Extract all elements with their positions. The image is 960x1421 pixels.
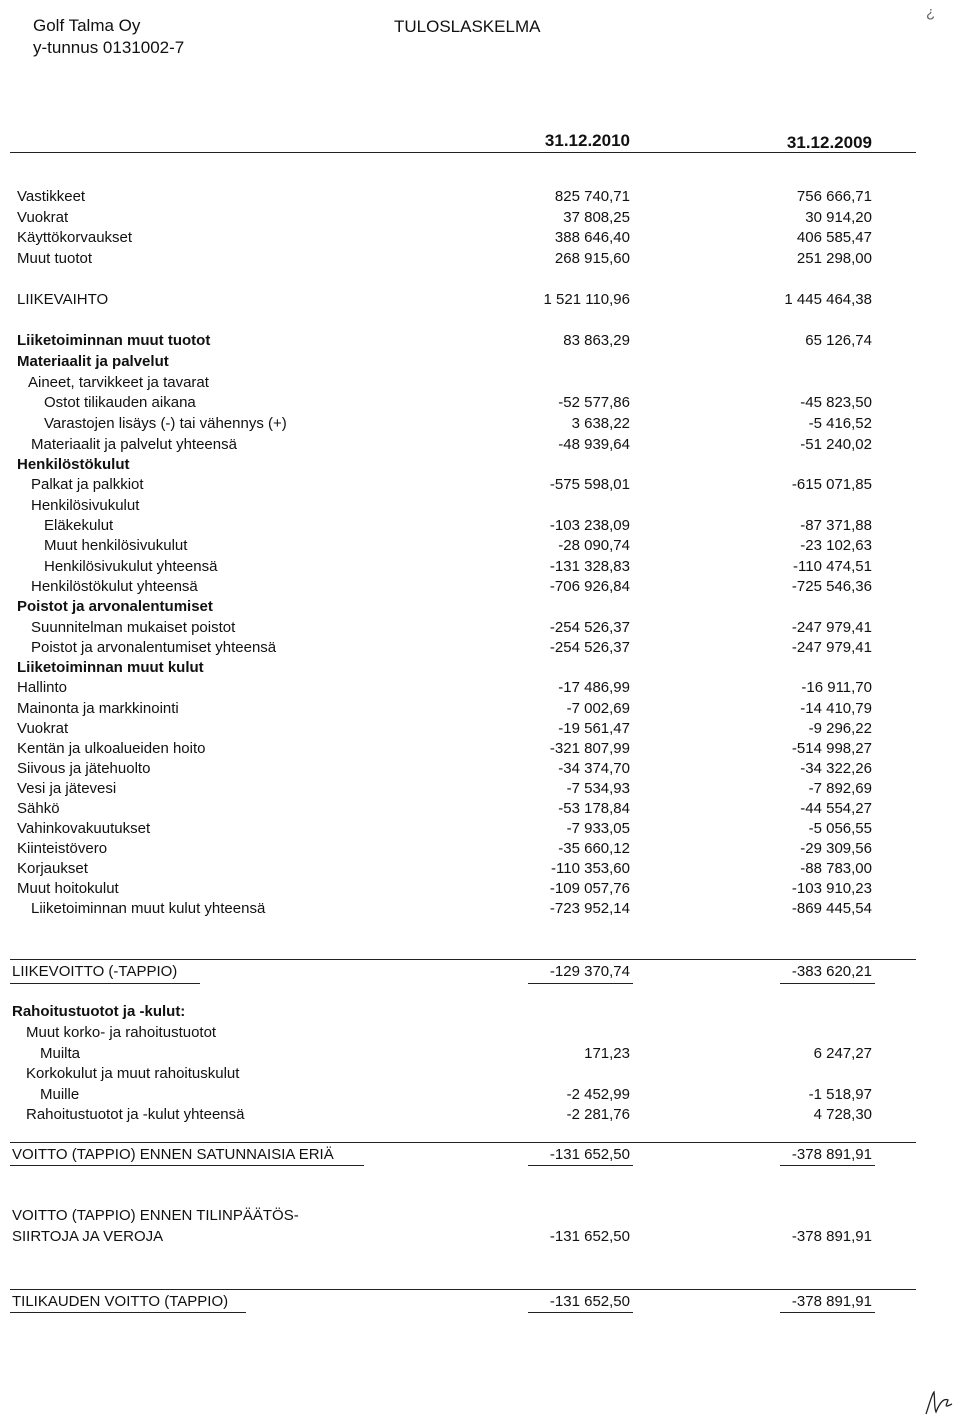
section-heading: Materiaalit ja palvelut: [17, 353, 169, 370]
statement-row: Korkokulut ja muut rahoituskulut: [26, 1065, 240, 1082]
statement-row: Kentän ja ulkoalueiden hoito -321 807,99 -514 998,27: [17, 740, 872, 757]
statement-row: Rahoitustuotot ja -kulut yhteensä -2 281,76 4 728,30: [26, 1106, 872, 1123]
statement-row: Muille -2 452,99 -1 518,97: [40, 1086, 872, 1103]
statement-row: Sähkö -53 178,84 -44 554,27: [17, 800, 872, 817]
statement-row: Ostot tilikauden aikana -52 577,86 -45 823,50: [44, 394, 872, 411]
section-heading: Poistot ja arvonalentumiset: [17, 598, 213, 615]
statement-row: Siivous ja jätehuolto -34 374,70 -34 322,26: [17, 760, 872, 777]
net-result-rule: [10, 1289, 916, 1290]
column-header-2010: 31.12.2010: [544, 131, 630, 150]
statement-row: Muilta 171,23 6 247,27: [40, 1045, 872, 1062]
statement-row: LIIKEVAIHTO 1 521 110,96 1 445 464,38: [17, 291, 872, 308]
statement-row: Kiinteistövero -35 660,12 -29 309,56: [17, 840, 872, 857]
statement-row: Vuokrat 37 808,25 30 914,20: [17, 209, 872, 226]
statement-row: Eläkekulut -103 238,09 -87 371,88: [44, 517, 872, 534]
corner-mark: ¿: [926, 4, 936, 21]
section-heading: Rahoitustuotot ja -kulut:: [12, 1003, 186, 1020]
total-row: TILIKAUDEN VOITTO (TAPPIO) -131 652,50 -378 891,91: [12, 1293, 872, 1310]
extraordinary-underline-v1: [528, 1165, 633, 1166]
statement-row: Muut korko- ja rahoitustuotot: [26, 1024, 217, 1041]
statement-row: Henkilöstökulut yhteensä -706 926,84 -725 546,36: [31, 578, 872, 595]
extraordinary-rule: [10, 1142, 916, 1143]
statement-row: Muut henkilösivukulut -28 090,74 -23 102,63: [44, 537, 872, 554]
total-row: VOITTO (TAPPIO) ENNEN SATUNNAISIA ERIÄ -131 652,50 -378 891,91: [12, 1146, 872, 1163]
net-result-underline-v1: [528, 1312, 633, 1313]
total-row: LIIKEVOITTO (-TAPPIO) -129 370,74 -383 620,21: [12, 963, 872, 980]
net-result-underline-v2: [780, 1312, 875, 1313]
statement-row: Korjaukset -110 353,60 -88 783,00: [17, 860, 872, 877]
statement-row: Vastikkeet 825 740,71 756 666,71: [17, 188, 872, 205]
statement-row: Liiketoiminnan muut tuotot 83 863,29 65 126,74: [17, 332, 872, 349]
net-result-underline: [10, 1312, 246, 1313]
operating-result-underline-v2: [780, 983, 875, 984]
extraordinary-underline: [10, 1165, 364, 1166]
total-row: SIIRTOJA JA VEROJA -131 652,50 -378 891,91: [12, 1228, 872, 1245]
statement-row: Vesi ja jätevesi -7 534,93 -7 892,69: [17, 780, 872, 797]
statement-row: Vuokrat -19 561,47 -9 296,22: [17, 720, 872, 737]
operating-result-rule: [10, 959, 916, 960]
header-rule: [10, 152, 916, 153]
statement-row: Aineet, tarvikkeet ja tavarat: [28, 374, 209, 391]
signature-mark-icon: [922, 1388, 958, 1418]
statement-title: TULOSLASKELMA: [394, 17, 541, 36]
total-row: VOITTO (TAPPIO) ENNEN TILINPÄÄTÖS-: [12, 1207, 299, 1224]
statement-row: Hallinto -17 486,99 -16 911,70: [17, 679, 872, 696]
extraordinary-underline-v2: [780, 1165, 875, 1166]
statement-row: Henkilösivukulut yhteensä -131 328,83 -110 474,51: [44, 558, 872, 575]
statement-row: Muut tuotot 268 915,60 251 298,00: [17, 250, 872, 267]
business-id: y-tunnus 0131002-7: [33, 38, 185, 57]
column-header-2009: 31.12.2009: [786, 133, 872, 152]
operating-result-underline: [10, 983, 200, 984]
statement-row: Muut hoitokulut -109 057,76 -103 910,23: [17, 880, 872, 897]
statement-row: Poistot ja arvonalentumiset yhteensä -254 526,37 -247 979,41: [31, 639, 872, 656]
statement-row: Varastojen lisäys (-) tai vähennys (+) 3 638,22 -5 416,52: [44, 415, 872, 432]
operating-result-underline-v1: [528, 983, 633, 984]
statement-row: Mainonta ja markkinointi -7 002,69 -14 410,79: [17, 700, 872, 717]
statement-row: Suunnitelman mukaiset poistot -254 526,37 -247 979,41: [31, 619, 872, 636]
statement-row: Palkat ja palkkiot -575 598,01 -615 071,85: [31, 476, 872, 493]
section-heading: Liiketoiminnan muut kulut: [17, 659, 204, 676]
statement-row: Henkilösivukulut: [31, 497, 140, 514]
statement-row: Käyttökorvaukset 388 646,40 406 585,47: [17, 229, 872, 246]
statement-row: Liiketoiminnan muut kulut yhteensä -723 952,14 -869 445,54: [31, 900, 872, 917]
company-name: Golf Talma Oy: [33, 16, 141, 35]
statement-row: Vahinkovakuutukset -7 933,05 -5 056,55: [17, 820, 872, 837]
section-heading: Henkilöstökulut: [17, 456, 130, 473]
statement-row: Materiaalit ja palvelut yhteensä -48 939,64 -51 240,02: [31, 436, 872, 453]
